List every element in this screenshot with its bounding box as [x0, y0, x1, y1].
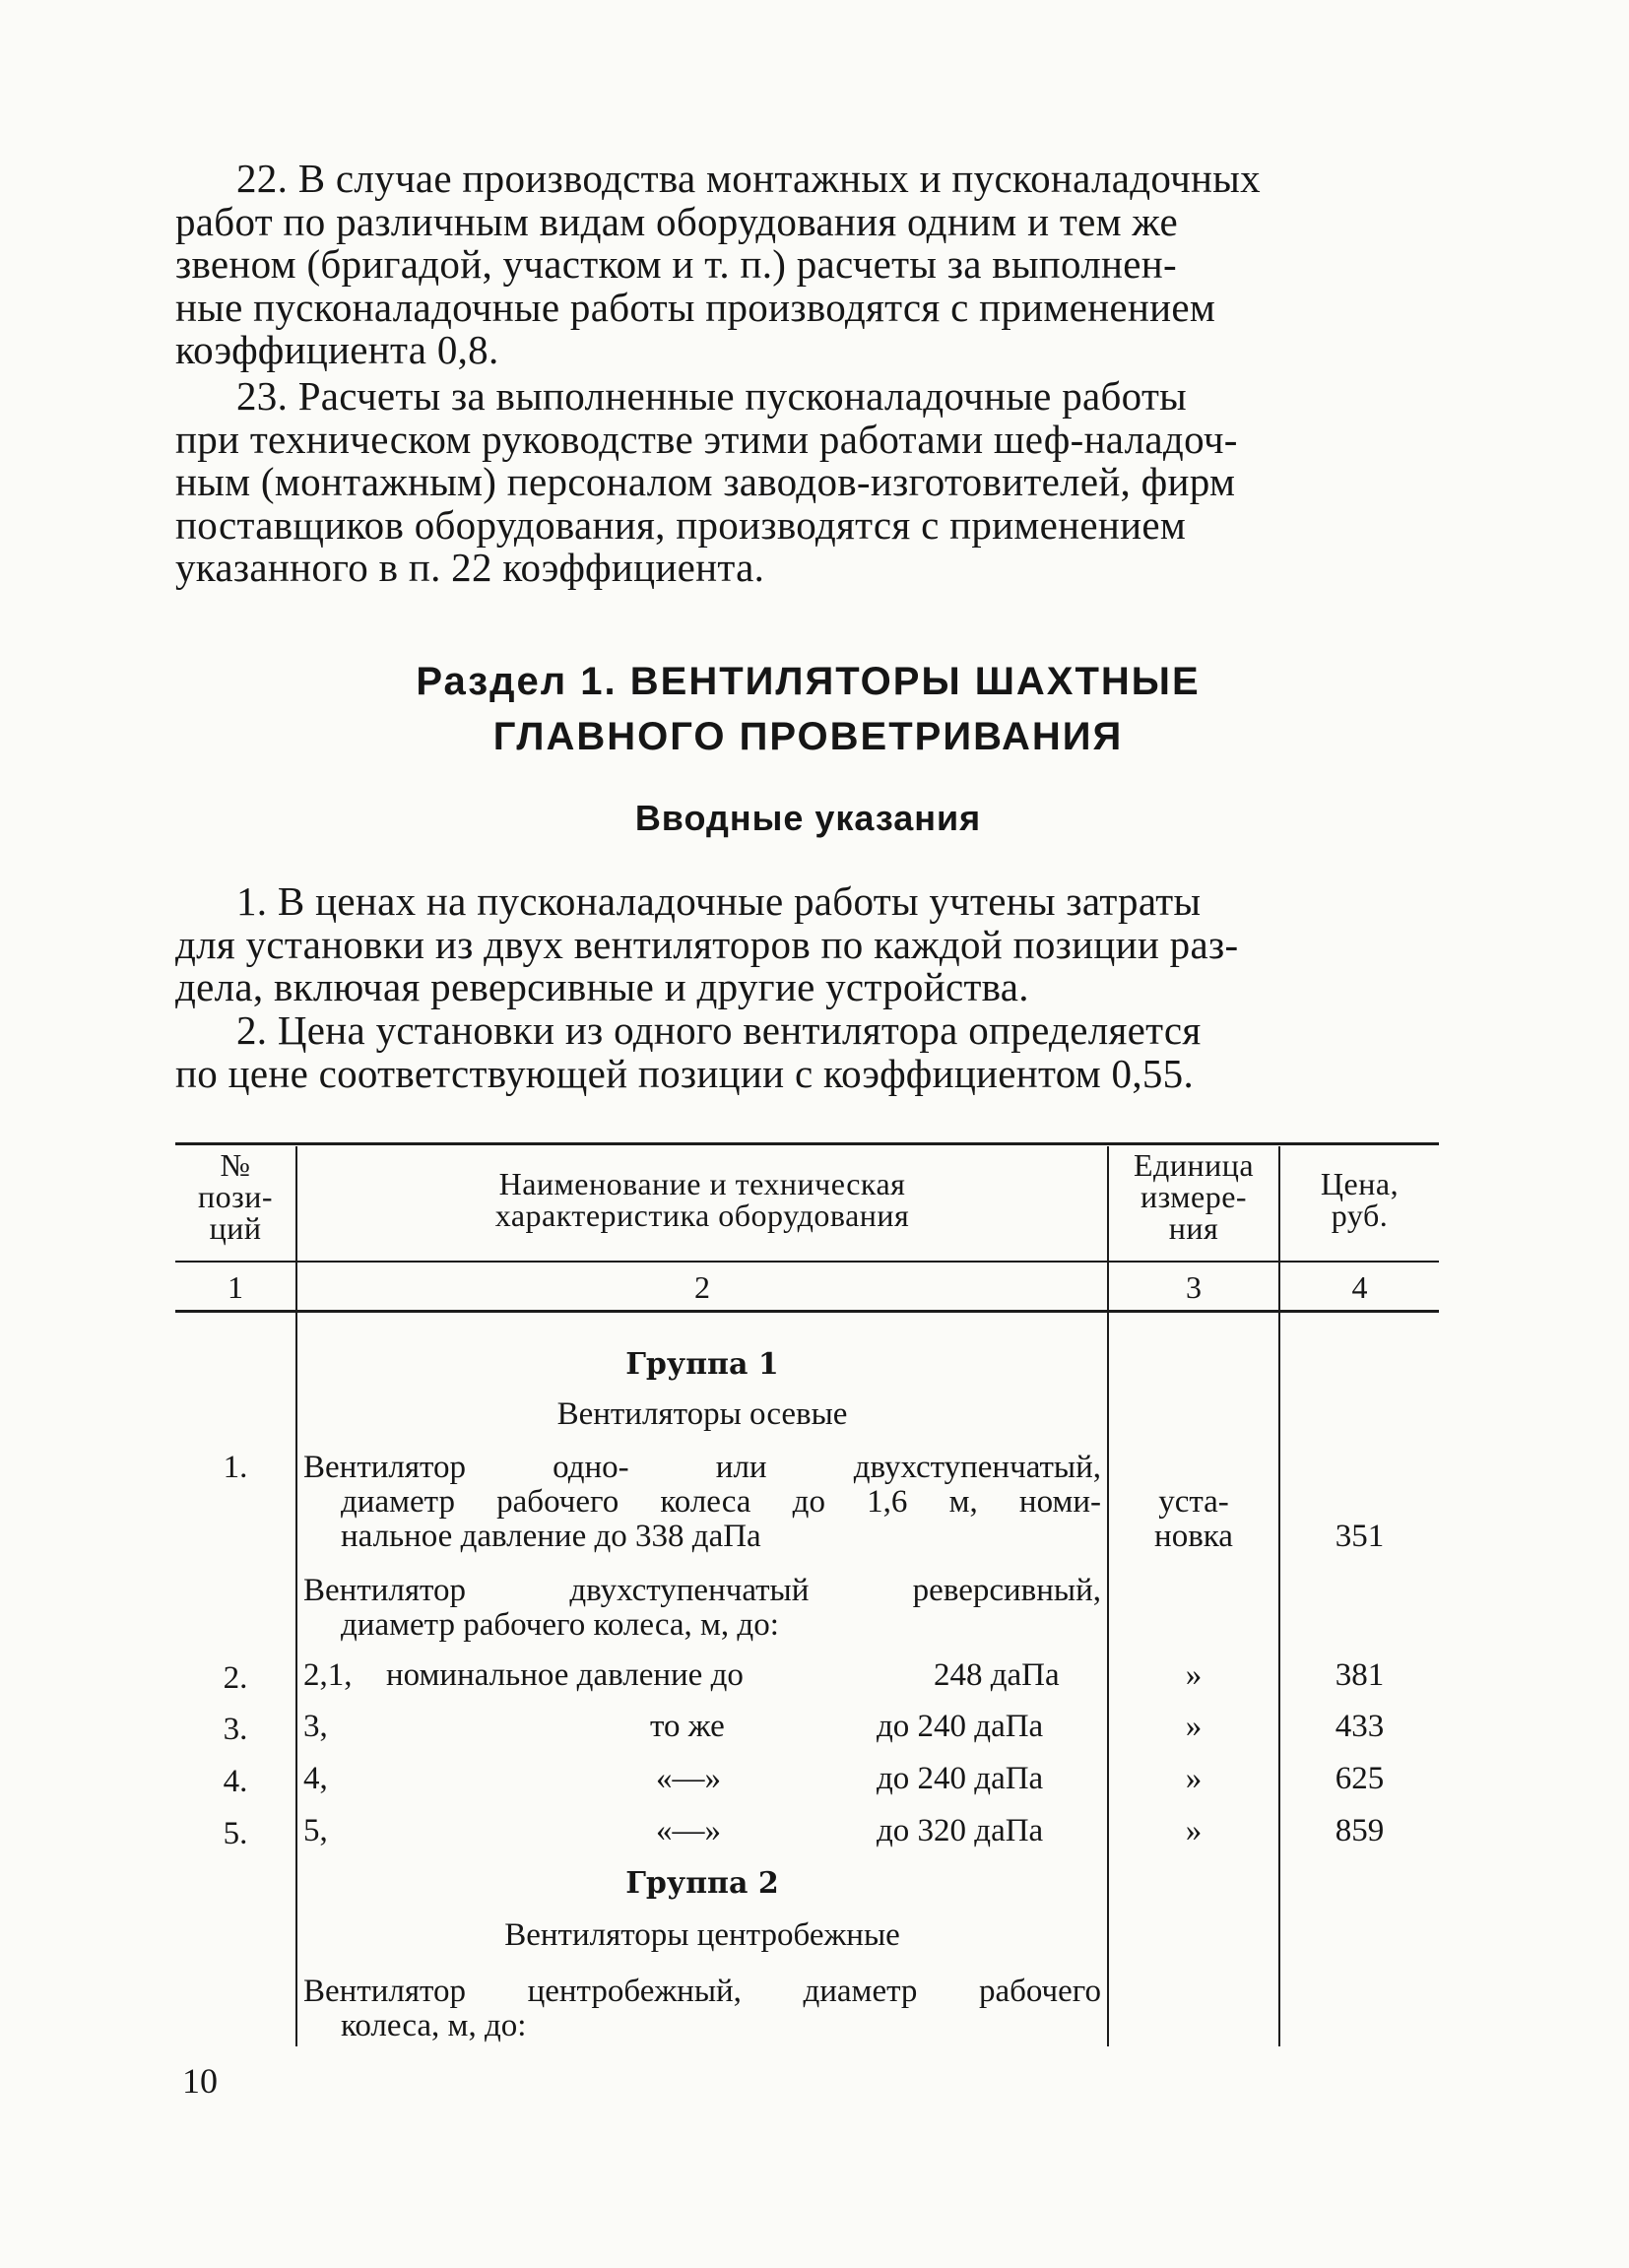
group-2-title: Группа 2	[625, 1866, 779, 1901]
row-price: 859	[1335, 1813, 1385, 1848]
header-text: ния	[1168, 1210, 1219, 1246]
row-price: 381	[1335, 1657, 1385, 1693]
description-line: Вентилятор одно- или двухступенчатый,	[303, 1450, 1101, 1485]
section-title-line-2: ГЛАВНОГО ПРОВЕТРИВАНИЯ	[492, 715, 1124, 758]
page-number: 10	[182, 2061, 218, 2101]
row-pressure: до 240 даПа	[877, 1709, 1044, 1744]
description-line: Вентилятор двухступенчатый реверсивный,	[303, 1573, 1101, 1608]
row-unit: »	[1185, 1657, 1203, 1693]
header-price	[1280, 1168, 1439, 1231]
header-text: Единица	[1133, 1147, 1255, 1183]
paragraph-line: коэффициента 0,8.	[175, 327, 499, 372]
paragraph-line: звеном (бригадой, участком и т. п.) расчеты за выполнен-	[175, 241, 1177, 287]
row-middle: «—»	[656, 1813, 721, 1848]
header-text: Цена,	[1320, 1166, 1400, 1201]
row-diameter: 4,	[303, 1761, 328, 1796]
row-1-position: 1.	[223, 1450, 248, 1485]
header-text: измере-	[1140, 1179, 1248, 1214]
paragraph-line: при техническом руководстве этими работами шеф-наладоч-	[175, 416, 1238, 462]
table-number-rule	[175, 1310, 1439, 1313]
table-header-rule	[175, 1261, 1439, 1263]
paragraph-line: 22. В случае производства монтажных и пусконаладочных	[236, 156, 1261, 201]
row-position: 4.	[223, 1764, 248, 1799]
row-pressure: до 320 даПа	[877, 1813, 1044, 1848]
column-number-1: 1	[228, 1269, 243, 1305]
row-pressure: до 240 даПа	[877, 1761, 1044, 1796]
description-line: Вентилятор центробежный, диаметр рабочего	[303, 1974, 1101, 2009]
row-1-unit	[1109, 1485, 1278, 1554]
header-name	[297, 1168, 1107, 1231]
description-line: диаметр рабочего колеса, м, до:	[341, 1607, 779, 1643]
paragraph-line: работ по различным видам оборудования одним и тем же	[175, 198, 1178, 244]
column-number-3: 3	[1186, 1269, 1202, 1305]
row-position: 2.	[223, 1660, 248, 1696]
paragraph-line: 23. Расчеты за выполненные пусконаладочные работы	[236, 373, 1188, 419]
paragraph-line: указанного в п. 22 коэффициента.	[175, 545, 765, 590]
row-diameter: 5,	[303, 1813, 328, 1848]
header-position	[175, 1149, 295, 1244]
unit-line: уста-	[1158, 1484, 1229, 1520]
paragraph-line: 1. В ценах на пусконаладочные работы учтены затраты	[236, 878, 1202, 924]
header-unit	[1109, 1149, 1278, 1244]
header-text: характеристика оборудования	[494, 1198, 910, 1233]
unit-line: новка	[1154, 1519, 1233, 1554]
paragraph-line: ным (монтажным) персоналом заводов-изготовителей, фирм	[175, 459, 1236, 504]
group-2-intro	[303, 1975, 1101, 2043]
reversible-intro	[303, 1574, 1101, 1643]
paragraph-line: по цене соответствующей позиции с коэффициентом 0,55.	[175, 1050, 1195, 1096]
row-diameter: 3,	[303, 1709, 328, 1744]
paragraph-line: поставщиков оборудования, производятся с применением	[175, 501, 1187, 548]
row-1-price: 351	[1335, 1519, 1385, 1554]
row-unit: »	[1185, 1761, 1203, 1796]
paragraph-line: дела, включая реверсивные и другие устройства.	[175, 964, 1029, 1009]
column-number-4: 4	[1351, 1269, 1368, 1305]
paragraph-line: ные пусконаладочные работы производятся с применением	[175, 284, 1216, 330]
paragraph-line: для установки из двух вентиляторов по каждой позиции раз-	[175, 921, 1239, 967]
header-text: №	[220, 1147, 251, 1183]
group-2-subtitle: Вентиляторы центробежные	[504, 1917, 900, 1953]
section-title	[175, 654, 1441, 764]
row-unit: »	[1185, 1709, 1203, 1744]
row-price: 433	[1335, 1709, 1385, 1744]
description-line: колеса, м, до:	[341, 2008, 527, 2043]
header-text: пози-	[197, 1179, 274, 1214]
intro-paragraph-1	[175, 880, 1441, 1009]
row-middle: номинальное давление до	[386, 1657, 744, 1693]
row-position: 3.	[223, 1712, 248, 1747]
row-middle: «—»	[656, 1761, 721, 1796]
row-position: 5.	[223, 1816, 248, 1851]
header-text: Наименование и техническая	[498, 1166, 906, 1201]
intro-paragraph-2	[175, 1009, 1441, 1095]
group-1-title: Группа 1	[625, 1347, 779, 1382]
row-pressure: 248 даПа	[934, 1657, 1060, 1693]
row-middle: то же	[650, 1709, 725, 1744]
paragraph-22	[175, 158, 1441, 372]
header-text: руб.	[1331, 1198, 1389, 1233]
row-diameter: 2,1,	[303, 1657, 353, 1693]
column-number-2: 2	[694, 1269, 710, 1305]
description-line: нальное давление до 338 даПа	[341, 1519, 761, 1554]
group-1-subtitle: Вентиляторы осевые	[556, 1396, 848, 1432]
row-price: 625	[1335, 1761, 1385, 1796]
header-text: ций	[209, 1210, 262, 1246]
paragraph-line: 2. Цена установки из одного вентилятора определяется	[236, 1007, 1202, 1053]
table-top-rule	[175, 1142, 1439, 1145]
intro-heading: Вводные указания	[634, 798, 982, 838]
row-1-description	[303, 1451, 1101, 1554]
description-line: диаметр рабочего колеса до 1,6 м, номи-	[341, 1484, 1101, 1520]
section-title-line-1: Раздел 1. ВЕНТИЛЯТОРЫ ШАХТНЫЕ	[416, 660, 1201, 703]
paragraph-23	[175, 375, 1441, 590]
row-unit: »	[1185, 1813, 1203, 1848]
